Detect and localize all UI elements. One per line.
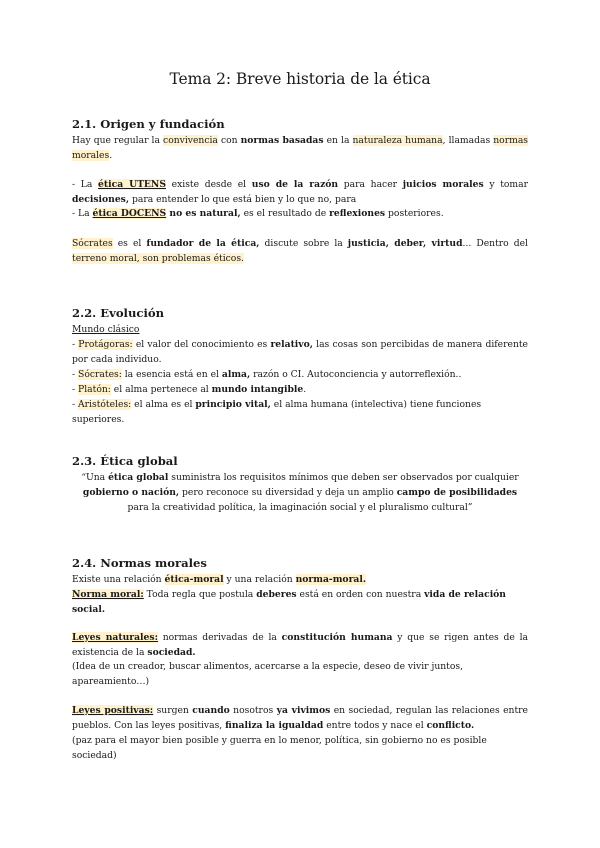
text-segment: es el	[112, 238, 147, 249]
paragraph-leyes-positivas-ejemplos	[72, 733, 528, 763]
text-segment: Norma moral:	[72, 589, 144, 600]
text-segment: entre todos y nace el	[323, 720, 427, 731]
text-segment: normas morales	[72, 135, 529, 161]
text-segment: convivencia	[163, 135, 218, 146]
paragraph-platon	[72, 382, 528, 397]
text-segment: juicios morales	[402, 179, 484, 190]
section-heading-origen: 2.1. Origen y fundación	[72, 117, 225, 131]
text-segment: para entender lo que está bien y lo que no, para	[129, 194, 357, 205]
paragraph-convivencia	[72, 133, 528, 163]
paragraph-etica-docens	[72, 206, 528, 221]
quote-etica-global	[72, 470, 528, 515]
text-segment: las cosas son percibidas de manera diferente por cada individuo.	[72, 339, 528, 365]
text-segment: posteriores.	[385, 208, 444, 219]
text-segment: ética global	[108, 472, 169, 483]
text-segment: en la	[323, 135, 353, 146]
text-segment: Sócrates	[72, 238, 113, 249]
text-segment: Hay que regular la	[72, 135, 164, 146]
text-segment: (paz para el mayor bien posible y guerra en lo menor, política, sin gobierno no es posible sociedad)	[72, 735, 487, 761]
section-heading-normas-morales: 2.4. Normas morales	[72, 556, 207, 570]
text-segment: norma-moral.	[295, 574, 367, 585]
text-segment: ética UTENS	[98, 179, 166, 190]
text-segment: el valor del conocimiento es	[132, 339, 271, 350]
text-segment: principio vital,	[195, 399, 271, 410]
text-segment: Toda regla que postula	[143, 589, 257, 600]
text-segment: la esencia está en el	[121, 369, 222, 380]
text-segment: para hacer	[338, 179, 403, 190]
text-segment: -	[72, 384, 79, 395]
text-segment: discute sobre la	[259, 238, 348, 249]
text-segment: Platón:	[78, 384, 111, 395]
text-segment: el alma pertenece al	[110, 384, 212, 395]
text-segment: ética DOCENS	[92, 208, 167, 219]
text-segment: suministra los requisitos mínimos que deben ser observados por cualquier	[168, 472, 519, 483]
text-segment: uso de la razón	[251, 179, 339, 190]
text-segment: y una relación	[223, 574, 296, 585]
paragraph-protagoras	[72, 337, 528, 367]
paragraph-etica-utens	[72, 177, 528, 207]
paragraph-socrates	[72, 367, 528, 382]
text-segment: Protágoras:	[78, 339, 133, 350]
text-segment: Leyes positivas:	[72, 705, 154, 716]
text-segment: finaliza la igualdad	[225, 720, 324, 731]
paragraph-relacion	[72, 572, 528, 587]
text-segment: surgen	[153, 705, 193, 716]
text-segment: vida de relación social.	[72, 589, 506, 615]
text-segment: Sócrates:	[78, 369, 122, 380]
text-segment: el alma es el	[131, 399, 196, 410]
text-segment: sociedad.	[147, 647, 196, 658]
text-segment: deberes	[256, 589, 297, 600]
text-segment: “Una	[81, 472, 109, 483]
page-title: Tema 2: Breve historia de la ética	[169, 70, 431, 88]
text-segment: normas basadas	[240, 135, 324, 146]
paragraph-aristoteles	[72, 397, 528, 427]
text-segment: -	[72, 369, 79, 380]
text-segment: Leyes naturales:	[72, 632, 158, 643]
text-segment: pero reconoce su diversidad y deja un amplio	[179, 487, 397, 498]
text-segment: mundo intangible	[211, 384, 304, 395]
text-segment: es el resultado de	[240, 208, 330, 219]
text-segment: naturaleza humana	[352, 135, 443, 146]
text-segment: nosotros	[229, 705, 277, 716]
paragraph-leyes-naturales-ejemplos	[72, 659, 528, 689]
text-segment: reflexiones	[329, 208, 386, 219]
text-segment: .	[303, 384, 307, 395]
text-segment: y que se rigen antes de la existencia de la	[72, 632, 528, 658]
text-segment: alma,	[221, 369, 251, 380]
text-segment: Mundo clásico	[72, 324, 140, 335]
text-segment: constitución humana	[281, 632, 393, 643]
text-segment: no es natural,	[166, 208, 241, 219]
text-segment: normas derivadas de la	[157, 632, 282, 643]
text-segment: justicia, deber, virtud	[347, 238, 463, 249]
text-segment: Aristóteles:	[78, 399, 132, 410]
text-segment: terreno moral, son problemas éticos.	[72, 253, 244, 264]
text-segment: ética-moral	[164, 574, 224, 585]
text-segment: cuando	[192, 705, 230, 716]
text-segment: conflicto.	[426, 720, 475, 731]
paragraph-socrates-fundador	[72, 236, 528, 266]
text-segment: el alma humana (intelectiva) tiene funciones superiores.	[72, 399, 482, 425]
text-segment: relativo,	[270, 339, 313, 350]
text-segment: existe desde el	[165, 179, 252, 190]
text-segment: (Idea de un creador, buscar alimentos, acercarse a la especie, deseo de vivir juntos, apareamiento…)	[72, 661, 464, 687]
text-segment: -	[72, 339, 79, 350]
text-segment: - La	[72, 179, 99, 190]
text-segment: Existe una relación	[72, 574, 165, 585]
text-segment: decisiones,	[72, 194, 130, 205]
text-segment: -	[72, 399, 79, 410]
text-segment: campo de posibilidades	[396, 487, 518, 498]
text-segment: razón o CI. Autoconciencia y autorreflexión..	[250, 369, 462, 380]
paragraph-leyes-positivas	[72, 703, 528, 733]
text-segment: - La	[72, 208, 93, 219]
text-segment: con	[217, 135, 241, 146]
text-segment: para la creatividad política, la imaginación social y el pluralismo cultural”	[127, 502, 473, 513]
text-segment: gobierno o nación,	[82, 487, 180, 498]
text-segment: ... Dentro del	[462, 238, 528, 249]
section-heading-evolucion: 2.2. Evolución	[72, 306, 165, 320]
subheading-mundo-clasico	[72, 322, 528, 337]
text-segment: está en orden con nuestra	[296, 589, 425, 600]
text-segment: , llamadas	[442, 135, 494, 146]
paragraph-leyes-naturales	[72, 630, 528, 660]
text-segment: en sociedad, regulan las relaciones entre pueblos. Con las leyes positivas,	[72, 705, 528, 731]
section-heading-etica-global: 2.3. Ética global	[72, 454, 178, 468]
text-segment: fundador de la ética,	[146, 238, 260, 249]
text-segment: .	[109, 150, 113, 161]
text-segment: ya vivimos	[276, 705, 331, 716]
paragraph-norma-moral	[72, 587, 528, 617]
text-segment: y tomar	[483, 179, 529, 190]
